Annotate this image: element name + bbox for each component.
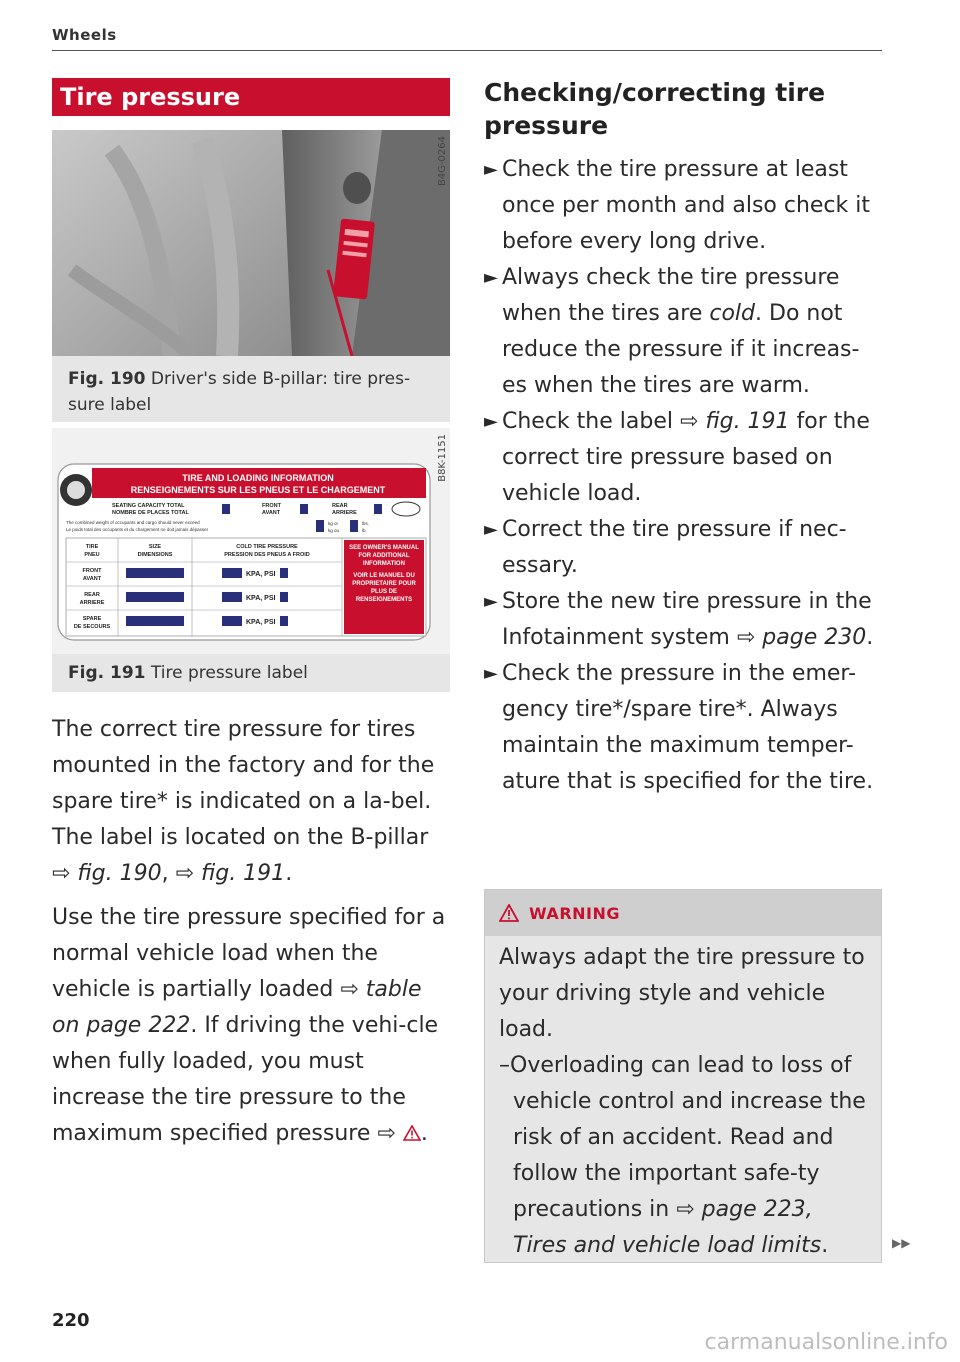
text: . — [866, 625, 874, 650]
row-spare: SPARE — [82, 616, 102, 622]
list-item — [484, 404, 884, 512]
text: , — [161, 861, 176, 886]
col-tire: TIRE — [85, 544, 99, 550]
placard-kg-or: kg or — [328, 521, 339, 526]
figure-label: Fig. 190 — [68, 369, 146, 389]
watermark: carmanualsonline.info — [704, 1330, 948, 1355]
row-avant: AVANT — [82, 576, 102, 582]
row-front: FRONT — [82, 568, 102, 574]
placard-seating-fr: NOMBRE DE PLACES TOTAL — [112, 510, 189, 516]
col-size: SIZE — [148, 544, 162, 550]
warning-item — [499, 1048, 867, 1264]
fig-191-ref[interactable]: ⇨ fig. 191 — [679, 409, 790, 434]
text: –Overloading can lead to loss of vehicle control and increase the risk of an accident. Read and follow the important safe-ty precautions in — [499, 1053, 866, 1222]
warning-triangle-icon[interactable] — [403, 1125, 421, 1141]
col-cold: COLD TIRE PRESSURE — [236, 544, 298, 550]
list-item: ► Check the pressure in the emer-gency tire*/spare tire*. Always maintain the maximum temper-ature that is specified for the tire. — [484, 656, 884, 800]
row-arriere: ARRIERE — [79, 600, 105, 606]
owners-manual-en: SEE OWNER'S MANUAL FOR ADDITIONAL INFORMATION — [349, 545, 419, 567]
text: . If driving the vehi-cle when fully loaded, you must increase the tire pressure to the maximum specified pressure ⇨ — [52, 1013, 439, 1146]
warning-title: WARNING — [529, 903, 620, 923]
text: . — [821, 1233, 829, 1258]
header-rule — [52, 50, 882, 51]
emphasis: cold — [709, 301, 756, 326]
left-body — [52, 712, 452, 1160]
fig-191-ref[interactable]: ⇨ fig. 191 — [175, 861, 286, 886]
col-pneu: PNEU — [84, 552, 100, 558]
warning-header — [485, 890, 881, 936]
b-pillar-photo — [52, 130, 450, 356]
placard-title-en: TIRE AND LOADING INFORMATION — [182, 473, 334, 483]
warning-paragraph: Always adapt the tire pressure to your driving style and vehicle load. — [499, 945, 865, 1042]
placard-combined: The combined weight of occupants and cargo should never exceed — [66, 520, 200, 525]
figure-190 — [52, 130, 450, 422]
figure-label: Fig. 191 — [68, 663, 146, 683]
text: . Do not reduce the pressure if it increas-es when the tires are warm. — [502, 301, 860, 398]
figure-caption — [68, 366, 436, 418]
kpa-psi-front: KPA, PSI — [246, 571, 276, 578]
kpa-psi-rear: KPA, PSI — [246, 595, 276, 602]
warning-box — [484, 889, 882, 1263]
text: Check the label — [502, 409, 680, 434]
b-pillar-illustration — [52, 130, 450, 356]
text: for the correct tire pressure based on vehicle load. — [502, 409, 870, 506]
text: The correct tire pressure for tires mounted in the factory and for the spare tire* is indicated on a la-bel. The label is located on the B-pillar — [52, 717, 435, 850]
placard-front: FRONT — [262, 503, 281, 509]
figure-code: B4G-0264 — [437, 136, 448, 187]
figure-191 — [52, 428, 450, 692]
placard-kg-ou: kg ou — [328, 528, 340, 533]
table-page-222-ref[interactable]: ⇨ table on page 222 — [52, 977, 422, 1038]
text: Always check the tire pressure when the tires are — [502, 265, 840, 326]
tire-placard — [52, 428, 450, 654]
list-item — [484, 260, 884, 404]
text: . — [285, 861, 293, 886]
warning-triangle-icon — [499, 904, 519, 922]
row-rear: REAR — [84, 592, 100, 598]
figure-code: B8K-1151 — [437, 434, 448, 482]
paragraph-load — [52, 900, 452, 1152]
placard-rear: REAR — [332, 503, 348, 509]
placard-lbs: lbs. — [362, 521, 370, 526]
placard-seating: SEATING CAPACITY TOTAL — [112, 503, 185, 509]
paragraph-label-location — [52, 712, 452, 892]
tire-placard-area — [52, 428, 450, 654]
col-pression: PRESSION DES PNEUS A FROID — [224, 552, 310, 558]
text: Use the tire pressure specified for a normal vehicle load when the vehicle is partially loaded — [52, 905, 446, 1002]
running-header: Wheels — [52, 26, 117, 44]
page-number: 220 — [52, 1310, 90, 1331]
placard-avant: AVANT — [262, 510, 281, 516]
kpa-psi-spare: KPA, PSI — [246, 619, 276, 626]
page-230-ref[interactable]: ⇨ page 230 — [736, 625, 867, 650]
continue-arrow-icon: ▶▶ — [892, 1236, 911, 1250]
warning-body — [485, 936, 881, 1264]
placard-arriere: ARRIERE — [332, 510, 357, 516]
figure-caption-text: Driver's side B-pillar: tire pres-sure label — [68, 369, 411, 415]
fig-190-ref[interactable]: ⇨ fig. 190 — [52, 861, 162, 886]
figure-caption-text: Tire pressure label — [150, 663, 308, 683]
row-secours: DE SECOURS — [73, 624, 111, 630]
section-banner: Tire pressure — [52, 78, 450, 116]
placard-combined-fr: Le poids total des occupants et du chargement ne doit jamais dépasser — [66, 527, 209, 532]
right-body — [484, 152, 884, 800]
col-dimensions: DIMENSIONS — [137, 552, 173, 558]
figure-caption — [68, 660, 436, 686]
placard-title-fr: RENSEIGNEMENTS SUR LES PNEUS ET LE CHARGEMENT — [130, 485, 386, 495]
text: Store the new tire pressure in the Infotainment system — [502, 589, 872, 650]
list-item — [484, 584, 884, 656]
list-item: ► Check the tire pressure at least once per month and also check it before every long drive. — [484, 152, 884, 260]
owners-manual-fr: VOIR LE MANUEL DU PROPRIETAIRE POUR PLUS DE RENSEIGNEMENTS — [352, 573, 416, 603]
list-item: ► Correct the tire pressure if nec-essary. — [484, 512, 884, 584]
text: . — [420, 1121, 428, 1146]
page-223-ref[interactable]: ⇨ page 223, Tires and vehicle load limits — [513, 1197, 822, 1258]
procedure-list — [484, 152, 884, 800]
placard-lb: lb. — [362, 528, 367, 533]
section-heading: Checking/correcting tire pressure — [484, 78, 826, 140]
